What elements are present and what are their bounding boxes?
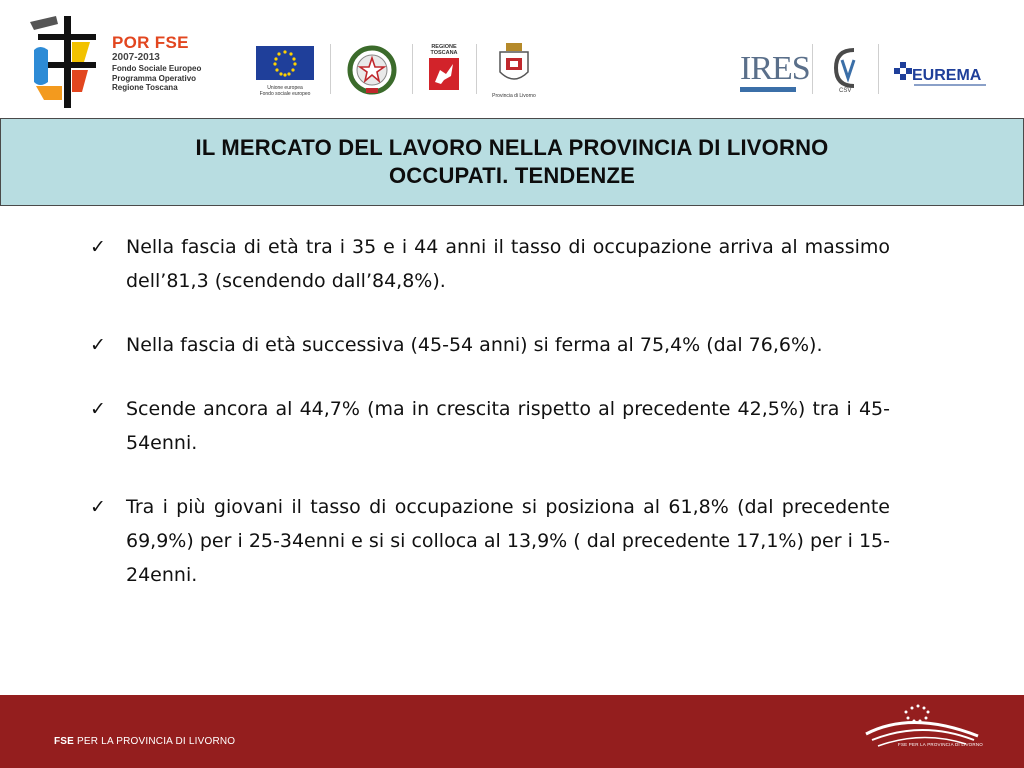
ires-logo bbox=[740, 50, 810, 94]
checkmark-icon: ✓ bbox=[90, 236, 106, 258]
csv-logo bbox=[830, 44, 864, 94]
eurema-label: EUREMA bbox=[912, 67, 982, 84]
page-subtitle: OCCUPATI. TENDENZE bbox=[388, 163, 635, 188]
provincia-livorno-logo bbox=[492, 42, 536, 99]
eu-caption: Fondo sociale europeo bbox=[259, 91, 311, 97]
csv-label: CSV bbox=[839, 88, 852, 94]
footer-text-prefix: FSE bbox=[54, 736, 75, 747]
por-fse-title: POR FSE bbox=[112, 33, 189, 52]
list-item bbox=[90, 392, 890, 460]
eu-flag-icon bbox=[254, 44, 316, 80]
fse-footer-logo-icon bbox=[862, 700, 982, 758]
footer-text bbox=[54, 736, 235, 747]
bullet-text: Nella fascia di età successiva (45-54 anni) si ferma al 75,4% (dal 76,6%). bbox=[126, 334, 823, 356]
eu-logo bbox=[254, 44, 316, 97]
por-fse-line: Regione Toscana bbox=[112, 83, 178, 92]
title-banner bbox=[0, 118, 1024, 206]
toscana-label: REGIONE bbox=[431, 44, 457, 50]
list-item bbox=[90, 490, 890, 592]
toscana-label: TOSCANA bbox=[430, 50, 458, 56]
bullet-text: Scende ancora al 44,7% (ma in crescita rispetto al precedente 42,5%) tra i 45-54enni. bbox=[126, 398, 890, 454]
logo-divider bbox=[878, 44, 879, 94]
por-fse-line: Fondo Sociale Europeo bbox=[112, 64, 202, 73]
checkmark-icon: ✓ bbox=[90, 334, 106, 356]
eurema-mark-icon bbox=[892, 60, 988, 94]
page-title: IL MERCATO DEL LAVORO NELLA PROVINCIA DI LIVORNO bbox=[195, 135, 829, 160]
logo-divider bbox=[812, 44, 813, 94]
repubblica-italiana-emblem-icon bbox=[346, 44, 398, 96]
bullet-text: Tra i più giovani il tasso di occupazione si posiziona al 61,8% (dal precedente 69,9%) per i 25-34enni e si si colloca al 13,9% ( dal precedente 17,1%) per i 15-24enni. bbox=[126, 496, 890, 586]
logo-strip bbox=[0, 0, 1024, 118]
footer-text-rest: PER LA PROVINCIA DI LIVORNO bbox=[74, 736, 236, 747]
por-fse-line: Programma Operativo bbox=[112, 73, 197, 83]
por-fse-text bbox=[112, 34, 201, 93]
pegaso-icon bbox=[426, 56, 462, 92]
livorno-caption: Provincia di Livorno bbox=[492, 93, 536, 99]
logo-divider bbox=[476, 44, 477, 94]
eurema-logo bbox=[892, 60, 988, 94]
por-fse-years: 2007-2013 bbox=[112, 52, 160, 63]
list-item bbox=[90, 230, 890, 298]
bullet-list bbox=[90, 230, 890, 622]
checkmark-icon: ✓ bbox=[90, 398, 106, 420]
ires-label: IRES bbox=[740, 50, 810, 87]
logo-divider bbox=[412, 44, 413, 94]
csv-mark-icon bbox=[830, 44, 864, 94]
logo-divider bbox=[330, 44, 331, 94]
list-item bbox=[90, 328, 890, 362]
bullet-text: Nella fascia di età tra i 35 e i 44 anni il tasso di occupazione arriva al massimo dell’81,3 (scendendo dall’84,8%). bbox=[126, 236, 890, 292]
checkmark-icon: ✓ bbox=[90, 496, 106, 518]
eu-caption: Unione europea bbox=[267, 85, 303, 91]
stemma-livorno-icon bbox=[492, 42, 536, 88]
ires-bar bbox=[740, 87, 796, 92]
footer-logo-caption: FSE PER LA PROVINCIA DI LIVORNO bbox=[898, 742, 983, 747]
por-fse-logo-icon bbox=[26, 12, 112, 112]
regione-toscana-logo bbox=[426, 44, 462, 97]
